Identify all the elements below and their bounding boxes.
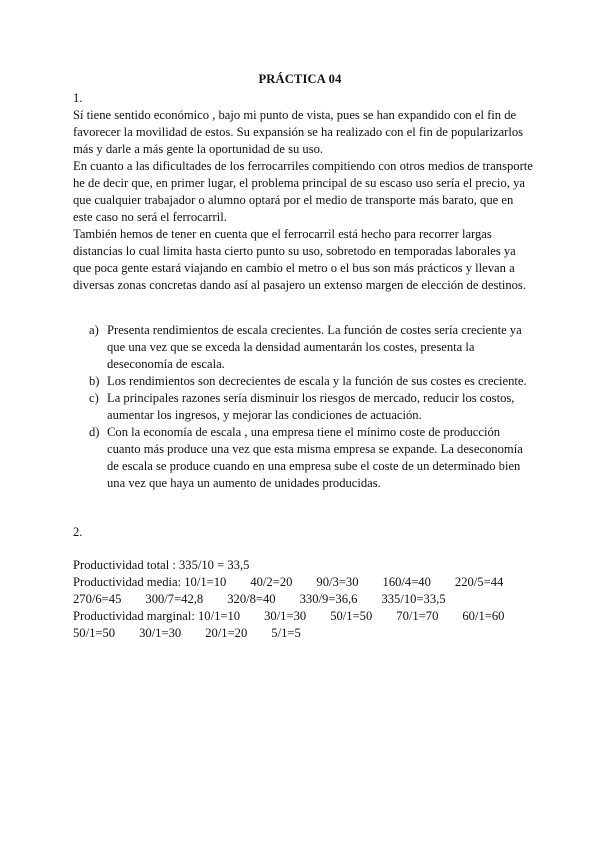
marginal-value: 20/1=20 [205, 626, 248, 640]
media-value: 40/2=20 [250, 575, 293, 589]
page-title: PRÁCTICA 04 [258, 72, 342, 86]
list-item [73, 373, 533, 390]
marginal-value: 30/1=30 [139, 626, 182, 640]
section-1 [73, 90, 533, 294]
list-item [73, 322, 533, 373]
marginal-value: 10/1=10 [198, 609, 241, 623]
media-value: 320/8=40 [227, 592, 276, 606]
list-item [73, 390, 533, 424]
productivity-media-label: Productividad media: [73, 575, 182, 589]
list-marker: b) [89, 374, 100, 388]
answer-list [73, 322, 533, 492]
productivity-block [73, 557, 543, 642]
list-item-text: La principales razones sería disminuir los riesgos de mercado, reducir los costos, aumentar los ingresos, y mejorar las condiciones de actuación. [107, 391, 515, 422]
media-value: 10/1=10 [184, 575, 227, 589]
media-value: 330/9=36,6 [299, 592, 358, 606]
marginal-value: 70/1=70 [396, 609, 439, 623]
paragraph: En cuanto a las dificultades de los ferrocarriles compitiendo con otros medios de transporte he de decir que, en primer lugar, el problema principal de su escaso uso sería el precio, ya que cualquier trabajador o alumno optará por el medio de transporte más barato, que en este caso no será el ferrocarril. [73, 159, 533, 224]
productivity-marginal-line-1 [73, 608, 543, 625]
productivity-media-line-1 [73, 574, 543, 591]
productivity-media-line-2 [73, 591, 543, 608]
list-marker: a) [89, 323, 99, 337]
section-1-number: 1. [73, 91, 83, 105]
marginal-value: 60/1=60 [462, 609, 505, 623]
media-value: 220/5=44 [454, 575, 504, 589]
list-marker: c) [89, 391, 99, 405]
productivity-marginal-label: Productividad marginal: [73, 609, 195, 623]
marginal-value: 50/1=50 [73, 626, 116, 640]
productivity-marginal-line-2 [73, 625, 543, 642]
list-item-text: Con la economía de escala , una empresa tiene el mínimo coste de producción cuanto más produce una vez que esta misma empresa se expande. La deseconomía de escala se produce cuando en una empresa sube el coste de un determinado bien una vez que haya un aumento de unidades producidas. [107, 425, 523, 490]
media-value: 335/10=33,5 [381, 592, 446, 606]
productivity-total: Productividad total : 335/10 = 33,5 [73, 558, 250, 572]
section-2-number: 2. [73, 525, 83, 539]
media-value: 90/3=30 [316, 575, 359, 589]
list-item [73, 424, 533, 492]
media-value: 300/7=42,8 [145, 592, 204, 606]
list-marker: d) [89, 425, 100, 439]
media-value: 270/6=45 [73, 592, 122, 606]
marginal-value: 5/1=5 [271, 626, 301, 640]
paragraph: Sí tiene sentido económico , bajo mi punto de vista, pues se han expandido con el fin de favorecer la movilidad de estos. Su expansión se ha realizado con el fin de popularizarlos más y darle a más gente la oportunidad de su uso. [73, 108, 524, 156]
paragraph: También hemos de tener en cuenta que el ferrocarril está hecho para recorrer largas distancias lo cual limita hasta cierto punto su uso, sobretodo en temporadas laborales ya que poca gente estará viajando en cambio el metro o el bus son más prácticos y llevan a diversas zonas concretas dando así al pasajero un extenso margen de elección de destinos. [73, 227, 526, 292]
list-item-text: Presenta rendimientos de escala crecientes. La función de costes sería creciente ya que una vez que se exceda la densidad aumentarán los costes, presenta la deseconomía de escala. [107, 323, 522, 371]
marginal-value: 50/1=50 [330, 609, 373, 623]
marginal-value: 30/1=30 [264, 609, 307, 623]
list-item-text: Los rendimientos son decrecientes de escala y la función de sus costes es creciente. [107, 374, 527, 388]
media-value: 160/4=40 [382, 575, 431, 589]
